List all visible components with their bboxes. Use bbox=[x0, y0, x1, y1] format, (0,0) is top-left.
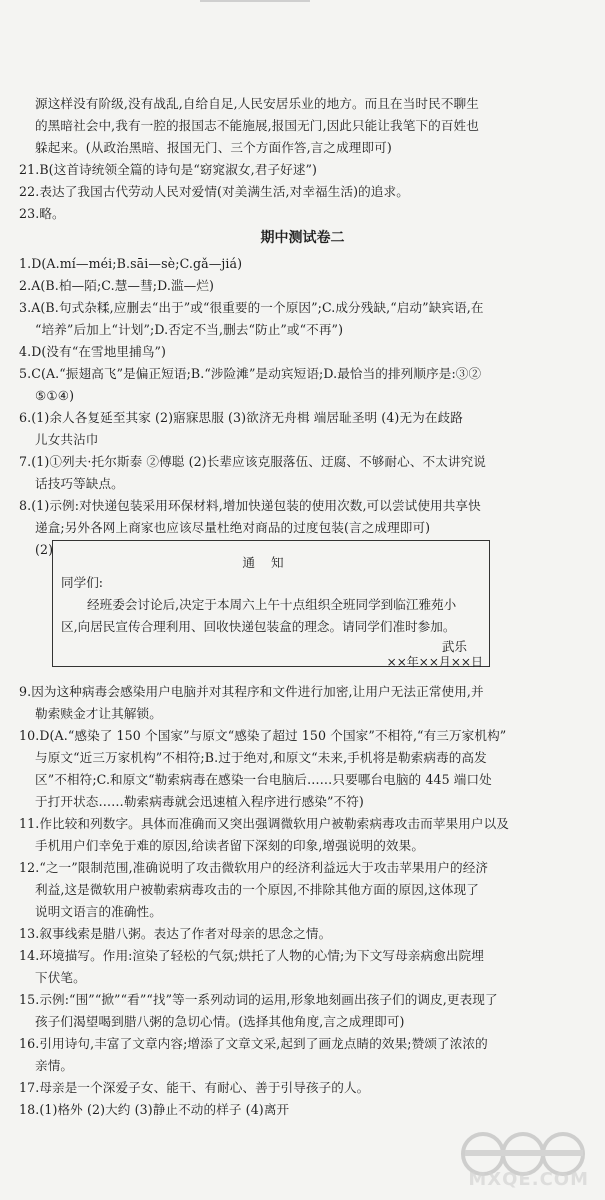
notice-date: ××年××月××日 bbox=[386, 655, 483, 669]
answer-18: 18.(1)格外 (2)大约 (3)静止不动的样子 (4)离开 bbox=[19, 1102, 290, 1117]
notice-greeting: 同学们: bbox=[61, 575, 104, 590]
answer-15: 15.示例:“围”“掀”“看”“找”等一系列动词的运用,形象地刻画出孩子们的调皮,更表现了 bbox=[19, 992, 498, 1007]
answer-10-cont: 于打开状态……勒索病毒就会迅速植入程序进行感染”不符) bbox=[35, 794, 364, 809]
site-watermark-logo bbox=[455, 1124, 595, 1194]
watermark-text: MXQE.COM bbox=[468, 1169, 589, 1190]
answer-8-part2: (2) bbox=[35, 542, 54, 557]
notice-body-line: 区,向居民宣传合理利用、回收快递包装盒的理念。请同学们准时参加。 bbox=[61, 619, 456, 634]
answer-16: 16.引用诗句,丰富了文章内容;增添了文章文采,起到了画龙点睛的效果;赞颂了浓浓的 bbox=[19, 1036, 488, 1051]
answer-6-cont: 儿女共沾巾 bbox=[35, 432, 99, 447]
notice-box bbox=[52, 540, 490, 667]
answer-9-cont: 勒索赎金才让其解锁。 bbox=[35, 706, 162, 721]
answer-9: 9.因为这种病毒会感染用户电脑并对其程序和文件进行加密,让用户无法正常使用,并 bbox=[19, 684, 484, 699]
answer-7: 7.(1)①列夫·托尔斯泰 ②傅聪 (2)长辈应该克服落伍、迂腐、不够耐心、不太讲究说 bbox=[19, 454, 487, 469]
answer-14: 14.环境描写。作用:渲染了轻松的气氛;烘托了人物的心情;为下文写母亲病愈出院埋 bbox=[19, 948, 484, 963]
answer-5-cont: ⑤①④) bbox=[35, 388, 75, 403]
answer-8: 8.(1)示例:对快递包装采用环保材料,增加快递包装的使用次数,可以尝试使用共享快 bbox=[19, 498, 481, 513]
answer-10-cont: 区”不相符;C.和原文“勒索病毒在感染一台电脑后……只要哪台电脑的 445 端口处 bbox=[35, 772, 492, 787]
answer-16-cont: 亲情。 bbox=[35, 1058, 74, 1073]
answer-3: 3.A(B.句式杂糅,应删去“出于”或“很重要的一个原因”;C.成分残缺,“启动”缺宾语,在 bbox=[19, 300, 484, 315]
top-edge-mark bbox=[200, 0, 310, 2]
text-line: 源这样没有阶级,没有战乱,自给自足,人民安居乐业的地方。而且在当时民不聊生 bbox=[35, 96, 479, 111]
answer-1: 1.D(A.mí—méi;B.sāi—sè;C.gǎ—jiá) bbox=[19, 256, 243, 271]
text-line: 躲起来。(从政治黑暗、报国无门、三个方面作答,言之成理即可) bbox=[35, 140, 392, 155]
answer-7-cont: 话技巧等缺点。 bbox=[35, 476, 124, 491]
answer-5: 5.C(A.“振翅高飞”是偏正短语;B.“涉险滩”是动宾短语;D.最恰当的排列顺序是:③② bbox=[19, 366, 482, 381]
answer-12: 12.“之一”限制范围,准确说明了攻击微软用户的经济利益远大于攻击苹果用户的经济 bbox=[19, 860, 489, 875]
answer-11: 11.作比较和列数字。具体而准确而又突出强调微软用户被勒索病毒攻击而苹果用户以及 bbox=[19, 816, 509, 831]
text-line: 的黑暗社会中,我有一腔的报国志不能施展,报国无门,因此只能让我笔下的百姓也 bbox=[35, 118, 479, 133]
answer-4: 4.D(没有“在雪地里捕鸟”) bbox=[19, 344, 167, 359]
answer-17: 17.母亲是一个深爱子女、能干、有耐心、善于引导孩子的人。 bbox=[19, 1080, 370, 1095]
answer-11-cont: 手机用户们幸免于难的原因,给读者留下深刻的印象,增强说明的效果。 bbox=[35, 838, 425, 853]
answer-3-cont: “培养”后加上“计划”;D.否定不当,删去“防止”或“不再”) bbox=[35, 322, 344, 337]
answer-21: 21.B(这首诗统领全篇的诗句是“窈窕淑女,君子好逑”) bbox=[19, 162, 318, 177]
answer-12-cont: 利益,这是微软用户被勒索病毒攻击的一个原因,不排除其他方面的原因,这体现了 bbox=[35, 882, 479, 897]
answer-8-cont: 递盒;另外各网上商家也应该尽量杜绝对商品的过度包装(言之成理即可) bbox=[35, 520, 431, 535]
answer-14-cont: 下伏笔。 bbox=[35, 970, 86, 985]
answer-15-cont: 孩子们渴望喝到腊八粥的急切心情。(选择其他角度,言之成理即可) bbox=[35, 1014, 405, 1029]
answer-12-cont: 说明文语言的准确性。 bbox=[35, 904, 162, 919]
answer-10: 10.D(A.“感染了 150 个国家”与原文“感染了超过 150 个国家”不相符,“有三万家机构” bbox=[19, 728, 507, 743]
answer-2: 2.A(B.柏—陌;C.慧—彗;D.滥—烂) bbox=[19, 278, 215, 293]
section-title: 期中测试卷二 bbox=[260, 230, 345, 246]
answer-23: 23.略。 bbox=[19, 206, 65, 221]
answer-22: 22.表达了我国古代劳动人民对爱情(对美满生活,对幸福生活)的追求。 bbox=[19, 184, 409, 199]
notice-signature: 武乐 bbox=[441, 639, 467, 654]
notice-title: 通知 bbox=[242, 555, 300, 570]
answer-13: 13.叙事线索是腊八粥。表达了作者对母亲的思念之情。 bbox=[19, 926, 332, 941]
notice-body-line: 经班委会讨论后,决定于本周六上午十点组织全班同学到临江雅苑小 bbox=[87, 597, 457, 612]
answer-6: 6.(1)余人各复延至其家 (2)寤寐思服 (3)欲济无舟楫 端居耻圣明 (4)无为在歧路 bbox=[19, 410, 463, 425]
answer-10-cont: 与原文“近三万家机构”不相符;B.过于绝对,和原文“未来,手机将是勒索病毒的高发 bbox=[35, 750, 487, 765]
